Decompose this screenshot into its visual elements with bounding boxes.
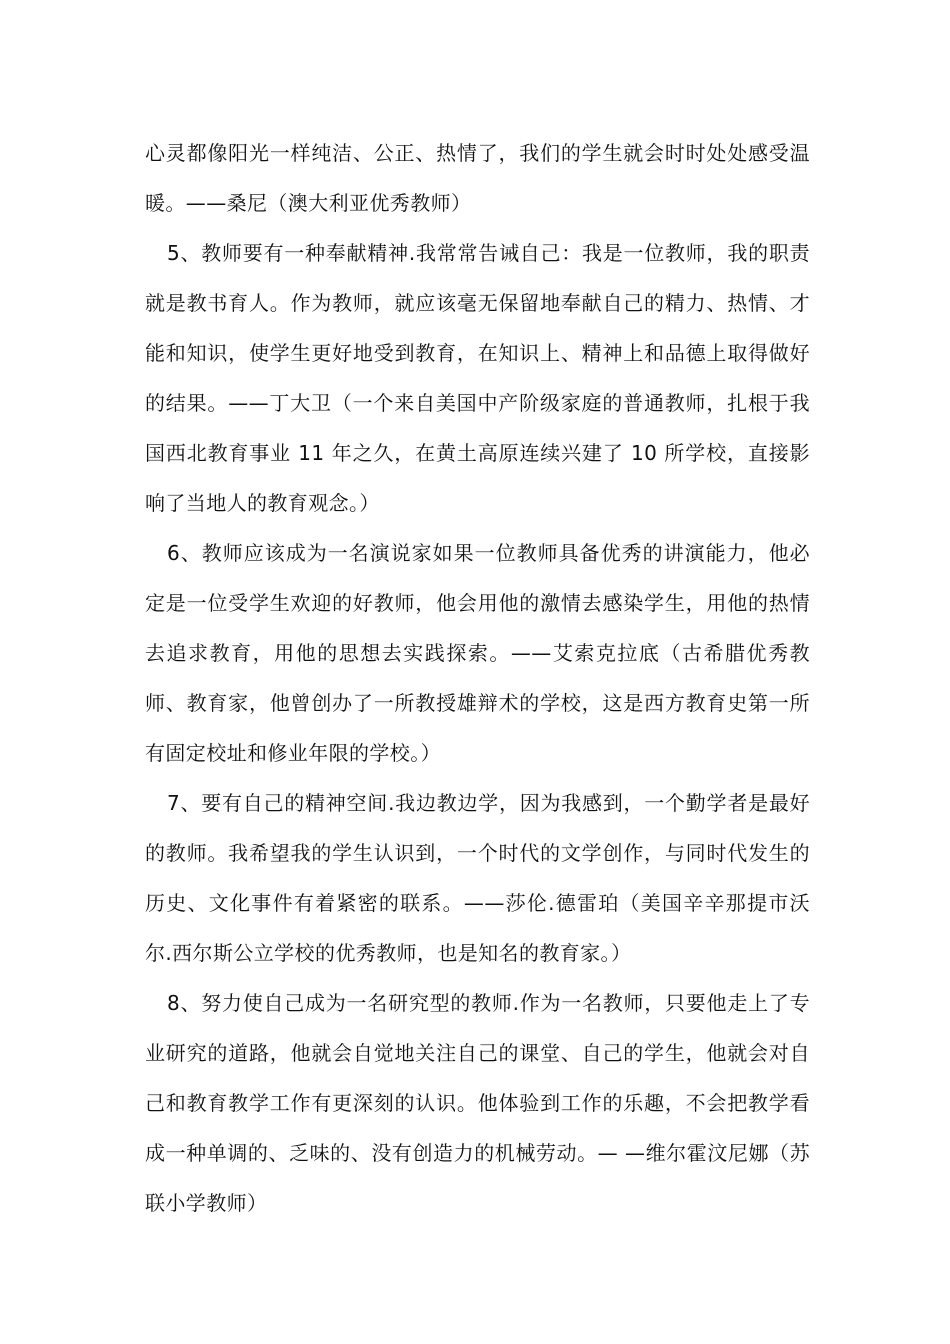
- paragraph-item-7: 7、要有自己的精神空间.我边教边学，因为我感到，一个勤学者是最好的教师。我希望我的学生认识到，一个时代的文学创作，与同时代发生的历史、文化事件有着紧密的联系。——莎伦.德雷珀（美国辛辛那提市沃尔.西尔斯公立学校的优秀教师，也是知名的教育家。）: [145, 791, 810, 965]
- paragraph-item-6: 6、教师应该成为一名演说家如果一位教师具备优秀的讲演能力，他必定是一位受学生欢迎的好教师，他会用他的激情去感染学生，用他的热情去追求教育，用他的思想去实践探索。——艾索克拉底（古希腊优秀教师、教育家，他曾创办了一所教授雄辩术的学校，这是西方教育史第一所有固定校址和修业年限的学校。）: [145, 541, 810, 765]
- paragraph-continuation: 心灵都像阳光一样纯洁、公正、热情了，我们的学生就会时时处处感受温暖。——桑尼（澳大利亚优秀教师）: [145, 141, 810, 215]
- paragraph-item-8: 8、努力使自己成为一名研究型的教师.作为一名教师，只要他走上了专业研究的道路，他就会自觉地关注自己的课堂、自己的学生，他就会对自己和教育教学工作有更深刻的认识。他体验到工作的乐趣，不会把教学看成一种单调的、乏味的、没有创造力的机械劳动。— —维尔霍汶尼娜（苏联小学教师）: [145, 991, 810, 1215]
- paragraph-item-5: 5、教师要有一种奉献精神.我常常告诫自己：我是一位教师，我的职责就是教书育人。作为教师，就应该毫无保留地奉献自己的精力、热情、才能和知识，使学生更好地受到教育，在知识上、精神上和品德上取得做好的结果。——丁大卫（一个来自美国中产阶级家庭的普通教师，扎根于我国西北教育事业 11 年之久，在黄土高原连续兴建了 10 所学校，直接影响了当地人的教育观念。）: [145, 241, 810, 515]
- document-page: [145, 128, 810, 1228]
